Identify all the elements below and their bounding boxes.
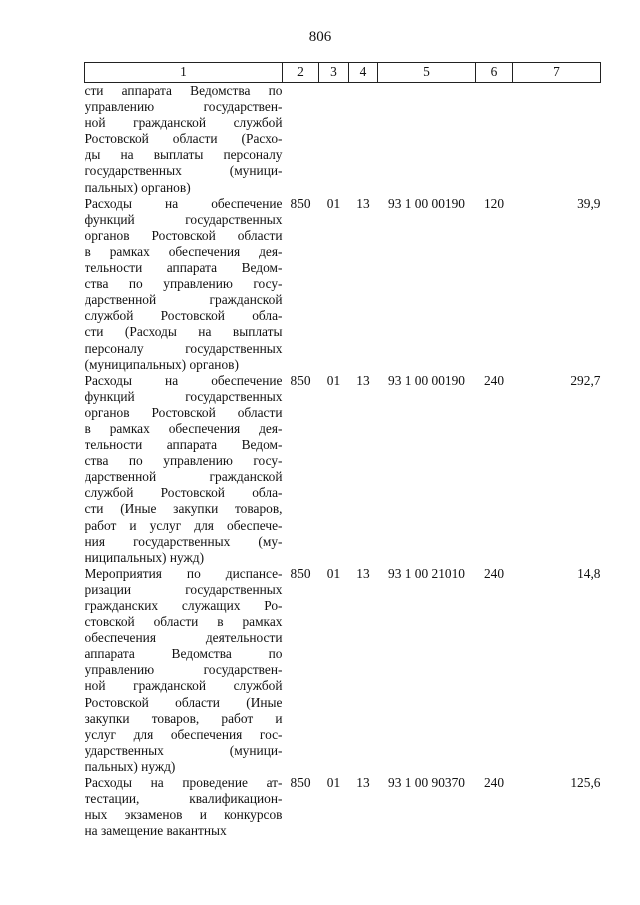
description-line: закупки товаров, работ и	[84, 710, 283, 726]
row-description	[85, 373, 283, 566]
cell-section: 01	[326, 372, 341, 388]
row-description	[85, 196, 283, 373]
column-header-7: 7	[513, 63, 601, 83]
description-line: услуг для обеспечения гос-	[84, 726, 283, 742]
table-row	[85, 196, 601, 373]
cell-ved: 850	[290, 195, 311, 211]
description-line: Мероприятия по диспансе-	[84, 565, 283, 581]
cell-section: 01	[326, 195, 341, 211]
cell-amount: 292,7	[570, 372, 601, 388]
description-line: функций государственных	[84, 388, 283, 404]
column-header-5: 5	[378, 63, 476, 83]
table-row	[85, 775, 601, 839]
description-line: сти (Иные закупки товаров,	[84, 501, 283, 517]
description-line: пальных) органов)	[84, 179, 191, 195]
cell-amount: 14,8	[577, 565, 601, 581]
description-line: Расходы на проведение ат-	[84, 775, 283, 791]
cell-subsection: 13	[356, 372, 370, 388]
column-header-2: 2	[283, 63, 319, 83]
description-line: персоналу государственных	[84, 340, 283, 356]
description-line: Расходы на обеспечение	[84, 195, 283, 211]
description-line: сти (Расходы на выплаты	[84, 324, 283, 340]
cell-subsection: 13	[356, 195, 370, 211]
description-line: Ростовской области (Иные	[84, 694, 283, 710]
description-line: Расходы на обеспечение	[84, 372, 283, 388]
page-number: 806	[308, 29, 332, 45]
description-line: ной гражданской службой	[84, 115, 283, 131]
description-line: ных экзаменов и конкурсов	[84, 807, 283, 823]
column-header-4: 4	[349, 63, 378, 83]
table-header-row	[85, 63, 601, 83]
description-line: в рамках обеспечения дея-	[84, 420, 283, 436]
table-row-continuation	[85, 83, 601, 196]
table-row	[85, 566, 601, 775]
description-line: ния государственных (му-	[84, 533, 283, 549]
description-line: тельности аппарата Ведом-	[84, 260, 283, 276]
cell-expense-type: 120	[483, 195, 505, 211]
description-line: органов Ростовской области	[84, 404, 283, 420]
row-description	[85, 83, 283, 196]
cell-amount: 39,9	[577, 195, 601, 211]
cell-target-article: 93 1 00 21010	[388, 565, 465, 581]
column-header-1: 1	[85, 63, 283, 83]
cell-target-article: 93 1 00 90370	[388, 775, 465, 791]
cell-expense-type: 240	[483, 775, 505, 791]
description-line: пальных) нужд)	[84, 758, 176, 774]
table-row	[85, 373, 601, 566]
cell-ved: 850	[290, 775, 311, 791]
description-line: органов Ростовской области	[84, 227, 283, 243]
row-description	[85, 566, 283, 775]
description-line: в рамках обеспечения дея-	[84, 243, 283, 259]
description-line: ударственных (муници-	[84, 742, 283, 758]
column-header-3: 3	[319, 63, 349, 83]
cell-expense-type: 240	[483, 565, 505, 581]
cell-section: 01	[326, 565, 341, 581]
description-line: управлению государствен-	[84, 662, 283, 678]
column-header-6: 6	[476, 63, 513, 83]
cell-subsection: 13	[356, 565, 370, 581]
description-line: ды на выплаты персоналу	[84, 147, 283, 163]
description-line: тельности аппарата Ведом-	[84, 437, 283, 453]
description-line: ризации государственных	[84, 581, 283, 597]
description-line: ства по управлению госу-	[84, 453, 283, 469]
cell-subsection: 13	[356, 775, 370, 791]
cell-section: 01	[326, 775, 341, 791]
description-line: работ и услуг для обеспече-	[84, 517, 283, 533]
description-line: функций государственных	[84, 211, 283, 227]
description-line: дарственной гражданской	[84, 292, 283, 308]
cell-target-article: 93 1 00 00190	[388, 372, 465, 388]
description-line: службой Ростовской обла-	[84, 308, 283, 324]
description-line: стовской области в рамках	[84, 614, 283, 630]
row-description	[85, 775, 283, 839]
description-line: на замещение вакантных	[84, 823, 227, 839]
description-line: службой Ростовской обла-	[84, 485, 283, 501]
cell-amount: 125,6	[570, 775, 601, 791]
description-line: тестации, квалификацион-	[84, 791, 283, 807]
description-line: Ростовской области (Расхо-	[84, 131, 283, 147]
cell-ved: 850	[290, 372, 311, 388]
budget-table	[84, 62, 601, 839]
description-line: обеспечения деятельности	[84, 630, 283, 646]
cell-target-article: 93 1 00 00190	[388, 195, 465, 211]
description-line: управлению государствен-	[84, 99, 283, 115]
cell-ved: 850	[290, 565, 311, 581]
description-line: аппарата Ведомства по	[84, 646, 283, 662]
description-line: (муниципальных) органов)	[84, 356, 239, 372]
description-line: гражданских служащих Ро-	[84, 598, 283, 613]
description-line: государственных (муници-	[84, 163, 283, 179]
description-line: ной гражданской службой	[84, 678, 283, 694]
description-line: ниципальных) нужд)	[84, 549, 205, 565]
description-line: дарственной гражданской	[84, 469, 283, 485]
cell-expense-type: 240	[483, 372, 505, 388]
description-line: ства по управлению госу-	[84, 276, 283, 292]
description-line: сти аппарата Ведомства по	[84, 83, 283, 98]
